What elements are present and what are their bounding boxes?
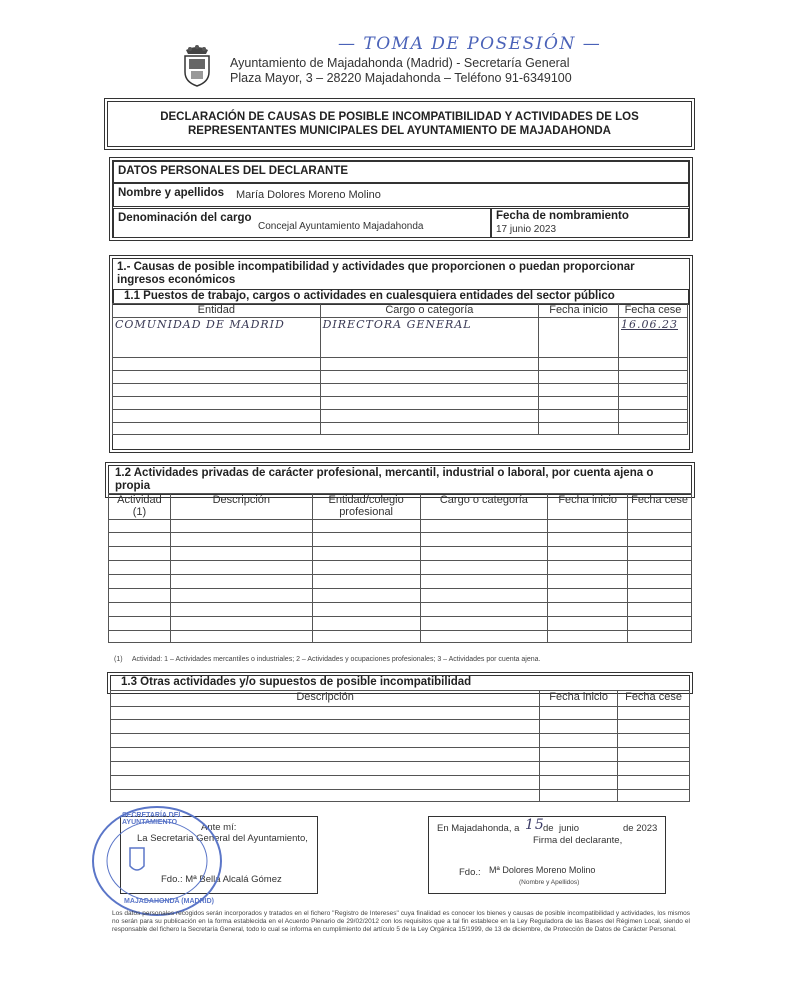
col-entidad-colegio: Entidad/colegio profesional bbox=[312, 494, 420, 520]
col-descripcion: Descripción bbox=[170, 494, 312, 520]
table-row bbox=[109, 533, 692, 547]
table-row bbox=[111, 707, 690, 720]
table-row bbox=[111, 748, 690, 762]
col-fecha-cese: Fecha cese bbox=[628, 494, 692, 520]
secretaria-name: Fdo.: Mª Bella Alcalá Gómez bbox=[161, 874, 282, 885]
title-line-2: REPRESENTANTES MUNICIPALES DEL AYUNTAMIENTO DE MAJADAHONDA bbox=[188, 125, 611, 137]
col-actividad: Actividad (1) bbox=[109, 494, 171, 520]
fecha-cese-handwritten: 16.06.23 bbox=[621, 318, 678, 331]
table-row bbox=[111, 734, 690, 748]
table-row bbox=[109, 631, 692, 643]
table-row bbox=[109, 547, 692, 561]
table-row bbox=[109, 589, 692, 603]
fecha-inicio-cell bbox=[539, 318, 619, 358]
sub-1-3-heading: 1.3 Otras actividades y/o supuestos de posible incompatibilidad bbox=[121, 676, 472, 688]
table-row bbox=[111, 762, 690, 776]
col-entidad: Entidad bbox=[113, 304, 321, 318]
cargo-cell bbox=[113, 208, 491, 238]
section-1-3 bbox=[110, 675, 690, 691]
cargo-label: Denominación del cargo bbox=[118, 212, 252, 224]
col-fecha-inicio: Fecha inicio bbox=[548, 494, 628, 520]
table-row bbox=[111, 776, 690, 790]
entidad-handwritten: COMUNIDAD DE MADRID bbox=[115, 318, 285, 331]
table-row bbox=[113, 410, 688, 423]
table-row bbox=[113, 423, 688, 435]
col-cargo: Cargo o categoría bbox=[320, 304, 539, 318]
handwritten-annotation: — TOMA DE POSESIÓN — bbox=[338, 34, 602, 54]
de-label: de bbox=[543, 823, 554, 834]
secretaria-label: La Secretaria General del Ayuntamiento, bbox=[137, 833, 308, 844]
table-row bbox=[113, 318, 688, 358]
fecha-nombramiento-cell bbox=[491, 208, 689, 238]
firma-label: Firma del declarante, bbox=[533, 835, 623, 846]
nombre-apellidos-caption: (Nombre y Apellidos) bbox=[519, 879, 580, 886]
place-label: En Majadahonda, a bbox=[437, 823, 520, 834]
name-label: Nombre y apellidos bbox=[118, 187, 225, 199]
fdo-label: Fdo.: bbox=[459, 867, 481, 878]
col-cargo-categoria: Cargo o categoría bbox=[420, 494, 548, 520]
table-row bbox=[109, 561, 692, 575]
table-row bbox=[111, 720, 690, 734]
col-descripcion: Descripción bbox=[111, 691, 540, 707]
month-value: junio bbox=[559, 823, 580, 834]
table-1-2 bbox=[108, 493, 692, 643]
personal-heading: DATOS PERSONALES DEL DECLARANTE bbox=[118, 165, 349, 177]
official-stamp bbox=[92, 806, 222, 916]
table-row bbox=[113, 397, 688, 410]
table-1-1 bbox=[112, 303, 688, 435]
header-line-2: Plaza Mayor, 3 – 28220 Majadahonda – Teléfono 91-6349100 bbox=[230, 71, 572, 85]
signature-right-box bbox=[428, 816, 666, 894]
coat-of-arms-logo bbox=[180, 44, 214, 88]
fecha-label: Fecha de nombramiento bbox=[496, 210, 629, 222]
table-row bbox=[109, 575, 692, 589]
declarant-name: Mª Dolores Moreno Molino bbox=[489, 865, 596, 875]
table-row bbox=[109, 617, 692, 631]
section-1-2 bbox=[108, 465, 692, 495]
legal-notice: Los datos personales recogidos serán incorporados y tratados en el fichero "Registro de Intereses" cuya finalidad es conocer los bienes y causas de posible incompatibilidad y actividades, los mismos no serán para su publicación en la forma establecida en el Acuerdo Plenario de 29/02/2012 con los requisitos que a tal fin establece en la Ley Reguladora de las Bases del Régimen Local, siendo el responsable del fichero la Secretaría General, todo lo cual se informa en cumplimiento del artículo 5 de la Ley Orgánica 15/1999, de 13 de diciembre, de Protección de Datos de Carácter Personal. bbox=[112, 910, 690, 933]
col-fecha-cese: Fecha cese bbox=[619, 304, 688, 318]
name-row bbox=[113, 183, 689, 207]
col-fecha-inicio: Fecha inicio bbox=[539, 304, 619, 318]
col-fecha-inicio: Fecha inicio bbox=[540, 691, 618, 707]
table-row bbox=[113, 358, 688, 371]
table-row bbox=[113, 371, 688, 384]
title-line-1: DECLARACIÓN DE CAUSAS DE POSIBLE INCOMPATIBILIDAD Y ACTIVIDADES DE LOS bbox=[160, 111, 639, 123]
table-row bbox=[109, 520, 692, 533]
sub-1-2-heading: 1.2 Actividades privadas de carácter profesional, mercantil, industrial o laboral, por cuenta ajena o propia bbox=[115, 467, 654, 492]
activity-footnote: (1) Actividad: 1 – Actividades mercantiles o industriales; 2 – Actividades y ocupaciones profesionales; 3 – Actividades por cuenta ajena. bbox=[114, 656, 541, 663]
name-value: María Dolores Moreno Molino bbox=[236, 189, 381, 201]
section-1-heading: 1.- Causas de posible incompatibilidad y actividades que proporcionen o puedan proporcionar ingresos económicos bbox=[117, 261, 635, 286]
cargo-value: Concejal Ayuntamiento Majadahonda bbox=[258, 221, 424, 232]
stamp-text-bottom: MAJADAHONDA (MADRID) bbox=[124, 898, 214, 905]
day-handwritten: 15 bbox=[525, 817, 545, 833]
personal-data-section bbox=[112, 160, 690, 238]
col-fecha-cese: Fecha cese bbox=[618, 691, 690, 707]
document-title bbox=[107, 101, 692, 147]
header-line-1: Ayuntamiento de Majadahonda (Madrid) - Secretaría General bbox=[230, 56, 570, 70]
sub-1-1-heading: 1.1 Puestos de trabajo, cargos o actividades en cualesquiera entidades del sector público bbox=[124, 290, 615, 302]
cargo-handwritten: DIRECTORA GENERAL bbox=[322, 318, 472, 331]
fecha-value: 17 junio 2023 bbox=[496, 224, 557, 235]
table-row bbox=[113, 384, 688, 397]
table-1-3 bbox=[110, 690, 690, 802]
personal-heading-row bbox=[113, 161, 689, 183]
stamp-text-top: SECRETARÍA DEL AYUNTAMIENTO bbox=[122, 812, 183, 826]
year-value: de 2023 bbox=[623, 823, 658, 834]
ante-mi: Ante mí: bbox=[201, 822, 237, 833]
table-row bbox=[111, 790, 690, 802]
table-row bbox=[109, 603, 692, 617]
